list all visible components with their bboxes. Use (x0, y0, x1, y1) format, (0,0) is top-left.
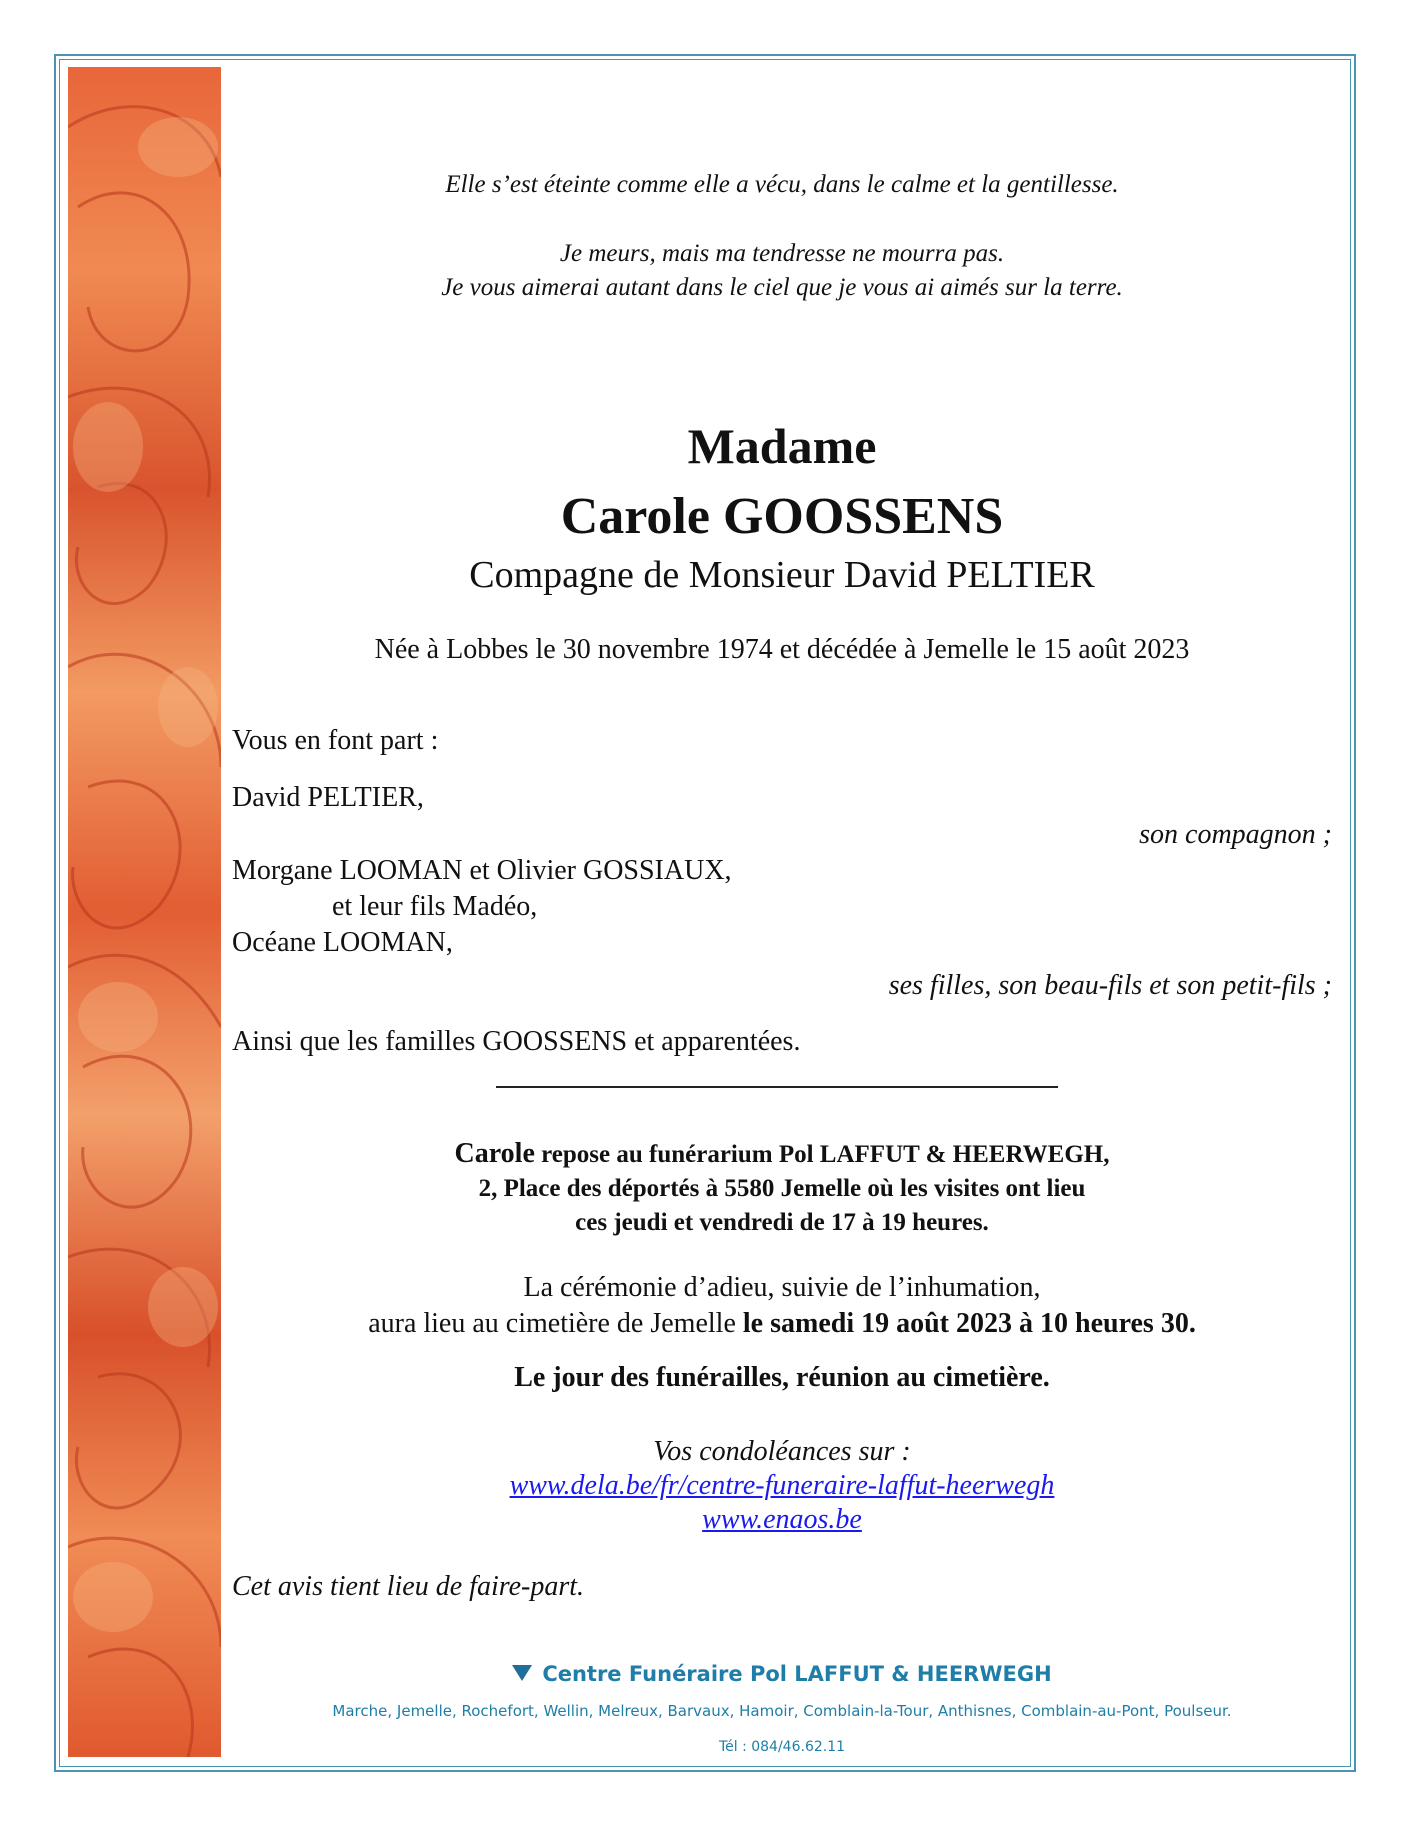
deceased-title: Madame (687, 418, 877, 474)
epigraph-line-1: Elle s’est éteinte comme elle a vécu, dans le calme et la gentillesse. (445, 171, 1119, 198)
condolences-link-dela[interactable]: www.dela.be/fr/centre-funeraire-laffut-heerwegh (509, 1470, 1055, 1501)
condolences (232, 1435, 1332, 1537)
deceased-relation: Compagne de Monsieur David PELTIER (469, 554, 1095, 596)
deceased-name: Carole GOOSSENS (560, 488, 1004, 545)
family-line-3: et leur fils Madéo, (332, 891, 538, 922)
family-line-1: David PELTIER, (232, 782, 424, 813)
ceremony-info (232, 1270, 1332, 1342)
visitation-name: Carole (454, 1138, 535, 1169)
notice-text: Cet avis tient lieu de faire-part. (232, 1571, 585, 1602)
epigraph (232, 168, 1332, 305)
epigraph-line-3: Je vous aimerai autant dans le ciel que je vous ai aimés sur la terre. (441, 274, 1123, 301)
epigraph-line-2: Je meurs, mais ma tendresse ne mourra pas. (559, 240, 1005, 267)
visitation-line-3: ces jeudi et vendredi de 17 à 19 heures. (575, 1209, 989, 1236)
family-role-1: son compagnon ; (1139, 819, 1332, 850)
family-line-2: Morgane LOOMAN et Olivier GOSSIAUX, (232, 855, 732, 886)
ceremony-meeting: Le jour des funérailles, réunion au cimetière. (514, 1362, 1050, 1393)
divider-line (496, 1086, 1058, 1088)
footer-tel: Tél : 084/46.62.11 (718, 1739, 846, 1755)
footer-towns: Marche, Jemelle, Rochefort, Wellin, Melreux, Barvaux, Hamoir, Comblain-la-Tour, Anthisnes, Comblain-au-Pont, Poulseur. (332, 1702, 1232, 1720)
family-role-2: ses filles, son beau-fils et son petit-fils ; (888, 970, 1332, 1001)
ceremony-line-1: La cérémonie d’adieu, suivie de l’inhumation, (523, 1272, 1041, 1303)
visitation-line-1: repose au funérarium Pol LAFFUT & HEERWEGH, (534, 1141, 1110, 1168)
visitation-info (232, 1137, 1332, 1240)
visitation-line-2: 2, Place des déportés à 5580 Jemelle où les visites ont lieu (478, 1175, 1086, 1202)
family-line-4: Océane LOOMAN, (232, 927, 453, 958)
triangle-down-icon (512, 1665, 532, 1681)
condolences-label: Vos condoléances sur : (653, 1436, 911, 1467)
family-line-5: Ainsi que les familles GOOSSENS et apparentées. (232, 1026, 801, 1057)
footer-title-text: Centre Funéraire Pol LAFFUT & HEERWEGH (542, 1662, 1052, 1686)
family-intro: Vous en font part : (232, 725, 439, 756)
roses-image (68, 67, 221, 1757)
condolences-link-enaos[interactable]: www.enaos.be (702, 1504, 862, 1535)
footer-title (232, 1660, 1332, 1688)
ceremony-line-2: aura lieu au cimetière de Jemelle (368, 1308, 743, 1339)
deceased-dates: Née à Lobbes le 30 novembre 1974 et décédée à Jemelle le 15 août 2023 (374, 634, 1190, 665)
ceremony-date: le samedi 19 août 2023 à 10 heures 30. (742, 1308, 1196, 1339)
